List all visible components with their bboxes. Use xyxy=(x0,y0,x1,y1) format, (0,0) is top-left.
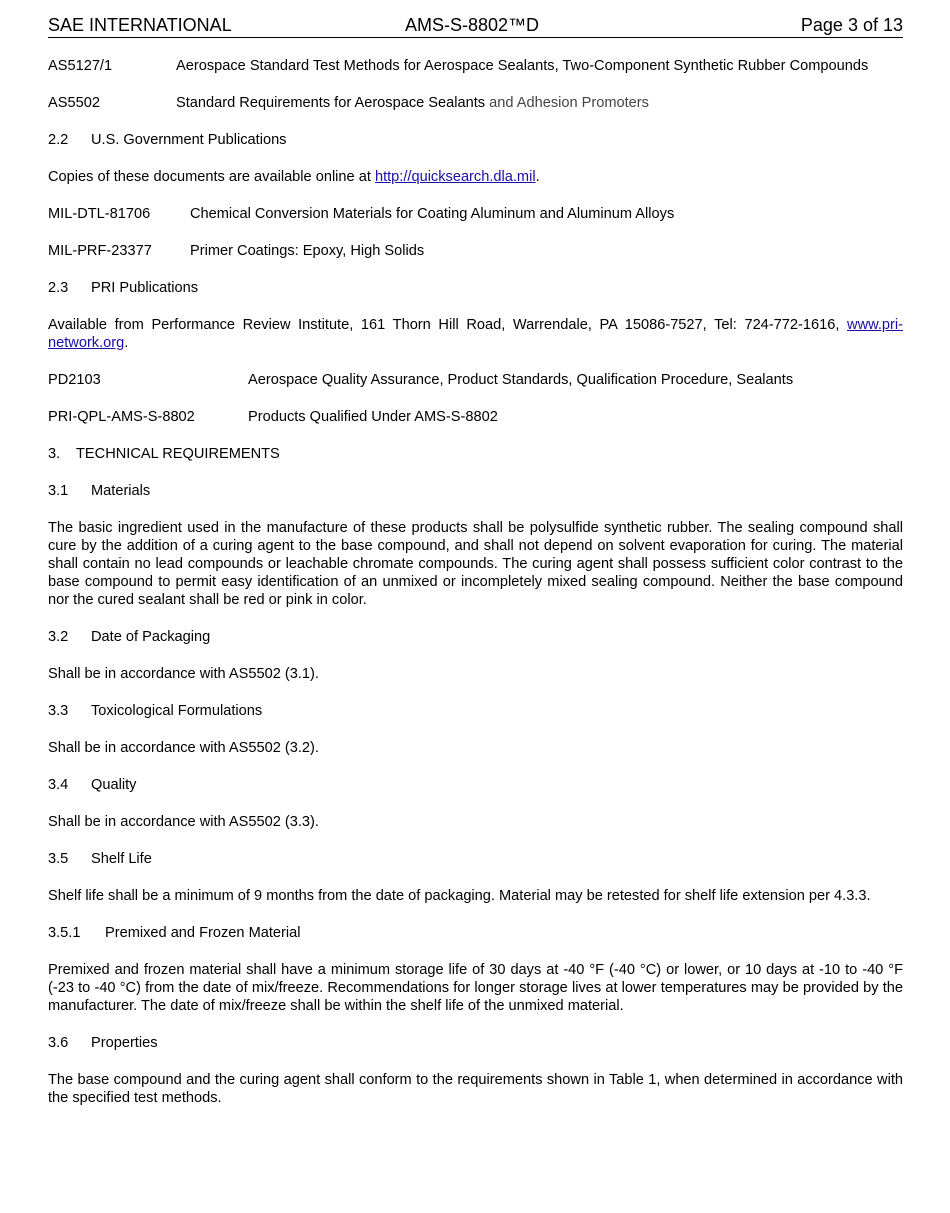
section-heading-3-3: 3.3 Toxicological Formulations xyxy=(48,703,263,719)
reference-title: Standard Requirements for Aerospace Sealants and Adhesion Promoters xyxy=(176,95,649,111)
reference-code: PD2103 xyxy=(48,372,101,388)
reference-title: Aerospace Quality Assurance, Product Standards, Qualification Procedure, Sealants xyxy=(248,372,794,388)
document-page xyxy=(48,14,903,1107)
reference-as5127-1 xyxy=(48,57,903,75)
header-doc-id: AMS-S-8802™D xyxy=(405,15,540,35)
section-heading-2-2: 2.2 U.S. Government Publications xyxy=(48,132,287,148)
shelf-life-paragraph: Shelf life shall be a minimum of 9 months from the date of packaging. Material may be retested for shelf life extension per 4.3.3. xyxy=(48,888,871,904)
materials-paragraph: The basic ingredient used in the manufacture of these products shall be polysulfide synthetic rubber. The sealing compound shall cure by the addition of a curing agent to the base compound, and shall not depend on solvent evaporation for curing. The material shall contain no lead compounds or leachable chromate compounds. The curing agent shall possess sufficient color contrast to the base compound to permit easy identification of an unmixed or incompletely mixed sealing compound. Neither the base compound nor the cured sealant shall be red or pink in color. xyxy=(48,520,903,608)
reference-title: Products Qualified Under AMS-S-8802 xyxy=(248,409,498,425)
pri-availability-paragraph: Available from Performance Review Institute, 161 Thorn Hill Road, Warrendale, PA 15086-7527, Tel: 724-772-1616, www.pri-network.org. xyxy=(48,317,903,351)
reference-pd2103 xyxy=(48,371,903,389)
copies-paragraph: Copies of these documents are available online at http://quicksearch.dla.mil. xyxy=(48,169,540,185)
reference-title: Aerospace Standard Test Methods for Aerospace Sealants, Two-Component Synthetic Rubber Compounds xyxy=(176,58,869,74)
reference-code: PRI-QPL-AMS-S-8802 xyxy=(48,409,195,425)
section-heading-3-2: 3.2 Date of Packaging xyxy=(48,629,211,645)
section-heading-3-1: 3.1 Materials xyxy=(48,483,151,499)
header-org: SAE INTERNATIONAL xyxy=(48,15,232,35)
reference-code: AS5502 xyxy=(48,95,100,111)
premixed-frozen-paragraph: Premixed and frozen material shall have a minimum storage life of 30 days at -40 °F (-40 °C) or lower, or 10 days at -10 to -40 °F (-23 to -40 °C) from the date of mix/freeze. Recommendations for longer storage lives at lower temperatures may be provided by the manufacturer. The date of mix/freeze shall be within the shelf life of the unmixed material. xyxy=(48,962,903,1014)
properties-paragraph: The base compound and the curing agent shall conform to the requirements shown in Table 1, when determined in accordance with the specified test methods. xyxy=(48,1072,903,1106)
date-of-packaging-paragraph: Shall be in accordance with AS5502 (3.1). xyxy=(48,666,319,682)
section-heading-3-5: 3.5 Shelf Life xyxy=(48,851,152,867)
quicksearch-link[interactable]: http://quicksearch.dla.mil xyxy=(374,169,536,185)
section-heading-3-6: 3.6 Properties xyxy=(48,1035,158,1051)
toxicological-paragraph: Shall be in accordance with AS5502 (3.2). xyxy=(48,740,319,756)
pri-network-link[interactable]: www.pri-network.org xyxy=(48,317,903,351)
section-heading-3-5-1: 3.5.1 Premixed and Frozen Material xyxy=(48,925,301,941)
reference-mil-dtl-81706 xyxy=(48,205,903,223)
section-heading-3-4: 3.4 Quality xyxy=(48,777,137,793)
reference-code: MIL-DTL-81706 xyxy=(48,206,151,222)
reference-mil-prf-23377 xyxy=(48,242,903,260)
reference-title: Chemical Conversion Materials for Coating Aluminum and Aluminum Alloys xyxy=(190,206,675,222)
reference-pri-qpl xyxy=(48,408,903,426)
quality-paragraph: Shall be in accordance with AS5502 (3.3). xyxy=(48,814,319,830)
reference-title: Primer Coatings: Epoxy, High Solids xyxy=(190,243,425,259)
reference-code: MIL-PRF-23377 xyxy=(48,243,152,259)
header-page-number: Page 3 of 13 xyxy=(800,15,903,35)
page-header xyxy=(48,14,903,38)
section-heading-2-3: 2.3 PRI Publications xyxy=(48,280,199,296)
reference-as5502 xyxy=(48,94,903,112)
section-heading-3: 3. TECHNICAL REQUIREMENTS xyxy=(48,446,280,462)
reference-code: AS5127/1 xyxy=(48,58,113,74)
